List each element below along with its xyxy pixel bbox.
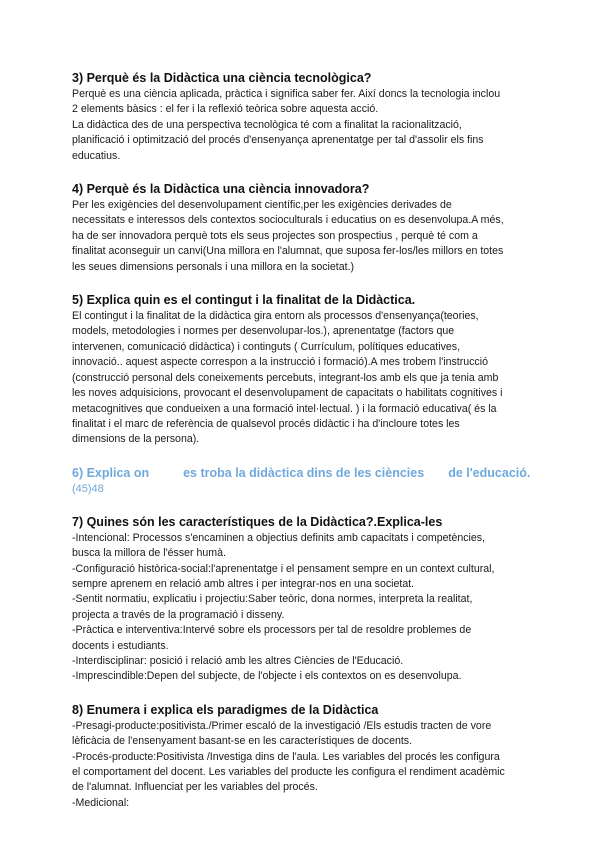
answer-line: -Medicional:: [72, 796, 130, 809]
answer-line: -Pràctica e interventiva:Intervé sobre els processors per tal de resoldre problemes de: [72, 624, 472, 637]
question-6-title-part: 6) Explica on: [72, 465, 150, 480]
answer-line: intervenen, comunicació didàctica) i continguts ( Currículum, polítiques educatives,: [72, 340, 461, 353]
answer-line: -Imprescindible:Depen del subjecte, de l'objecte i els contextos on es desenvolupa.: [72, 670, 462, 683]
question-4-title: 4) Perquè és la Didàctica una ciència innovadora?: [72, 182, 370, 197]
question-6-title-part: de l'educació.: [448, 465, 531, 480]
answer-line: Per les exigències del desenvolupament científic,per les exigències derivades de: [72, 199, 452, 212]
answer-line: La didàctica des de una perspectiva tecnològica té com a finalitat la racionalització,: [72, 118, 462, 131]
answer-line: innovació.. aquest aspecte correspon a la instrucció i formació).A mes trobem l'instrucció: [72, 356, 488, 369]
answer-line: les seues dimensions personals i una millora en la societat.): [72, 260, 355, 273]
question-6-title-part: es troba la didàctica dins de les ciències: [183, 465, 425, 480]
answer-line: docents i estudiants.: [72, 639, 169, 652]
answer-line: -Interdisciplinar: posició i relació amb les altres Ciències de l'Educació.: [72, 654, 404, 667]
answer-line: -Intencional: Processos s'encaminen a objectius definits amb capacitats i competències,: [72, 531, 486, 544]
answer-line: planificació i optimització del procés d'ensenyança aprenentatge per tal d'assolir els fins: [72, 134, 484, 147]
question-4: [72, 181, 542, 275]
answer-line: finalitat aconseguir un canvi(Una millora en l'alumnat, que suposa fer-los/les millors en totes: [72, 245, 504, 258]
answer-line: sempre aprenem en relació amb altres i per integrar-nos en una societat.: [72, 577, 415, 590]
question-5-title: 5) Explica quin es el contingut i la finalitat de la Didàctica.: [72, 293, 416, 308]
answer-line: metacognitives que condueixen a una formació intel·lectual. ) i la formació educativa( és la: [72, 402, 497, 415]
answer-line: models, metodologies i normes per desenvolupar-los.), aprenentatge (factors que: [72, 325, 455, 338]
answer-line: el comportament del docent. Les variables del producte les configura el rendiment acadèmic: [72, 766, 505, 778]
question-3-title: 3) Perquè és la Didàctica una ciència tecnològica?: [72, 71, 372, 85]
answer-line: El contingut i la finalitat de la didàctica gira entorn als processos d'ensenyança(teories,: [72, 310, 479, 323]
answer-line: -Procés-producte:Positivista /Investiga dins de l'aula. Les variables del procés les configura: [72, 750, 500, 763]
answer-line: projecta a través de la programació i disseny.: [72, 608, 285, 621]
question-7-title: 7) Quines són les característiques de la Didàctica?.Explica-les: [72, 514, 443, 529]
question-3: [72, 70, 542, 164]
answer-line: -Sentit normatiu, explicatiu i projectiu:Saber teòric, dona normes, interpreta la realitat,: [72, 593, 473, 606]
answer-line: -Presagi-producte:positivista./Primer escaló de la investigació /Els estudis tracten de vore: [72, 719, 492, 732]
answer-line: -Configuració històrica-social:l'aprenentatge i el pensament sempre en un context cultural,: [72, 562, 495, 575]
answer-line: educatius.: [72, 149, 121, 162]
answer-line: dimensions de la persona).: [72, 433, 200, 446]
question-6-title: [72, 465, 542, 481]
answer-line: les noves adquisicions, provocant el desenvolupament de capacitats o habilitats cognitives i: [72, 387, 503, 400]
question-7: [72, 514, 542, 685]
answer-line: Perquè es una ciència aplicada, pràctica i significa saber fer. Així doncs la tecnologia inclou: [72, 88, 501, 100]
question-8-title: 8) Enumera i explica els paradigmes de la Didàctica: [72, 702, 379, 717]
answer-line: (construcció personal dels coneixements percebuts, integrant-los amb els que ja tenia amb: [72, 371, 499, 384]
answer-line: necessitats e interessos dels contextos socioculturals i educatius on es desenvolupa.A més,: [72, 214, 504, 227]
answer-line: de l'alumnat. Influenciat per les variables del procés.: [72, 781, 318, 794]
answer-line: busca la millora de l'ésser humà.: [72, 547, 226, 560]
answer-line: lèficàcia de l'ensenyament basant-se en les característiques de docents.: [72, 735, 413, 748]
question-8: [72, 702, 542, 811]
question-6: [72, 465, 542, 497]
answer-line: ha de ser innovadora perquè tots els seus projectes son prospectius , perquè té com a: [72, 229, 478, 242]
answer-line: finalitat i el marc de referència de qualsevol procés didàctic i ha d'incloure totes les: [72, 417, 460, 430]
answer-line: 2 elements bàsics : el fer i la reflexió teòrica sobre aquesta acció.: [72, 103, 379, 116]
question-5: [72, 292, 542, 448]
page-reference: (45)48: [72, 482, 104, 495]
